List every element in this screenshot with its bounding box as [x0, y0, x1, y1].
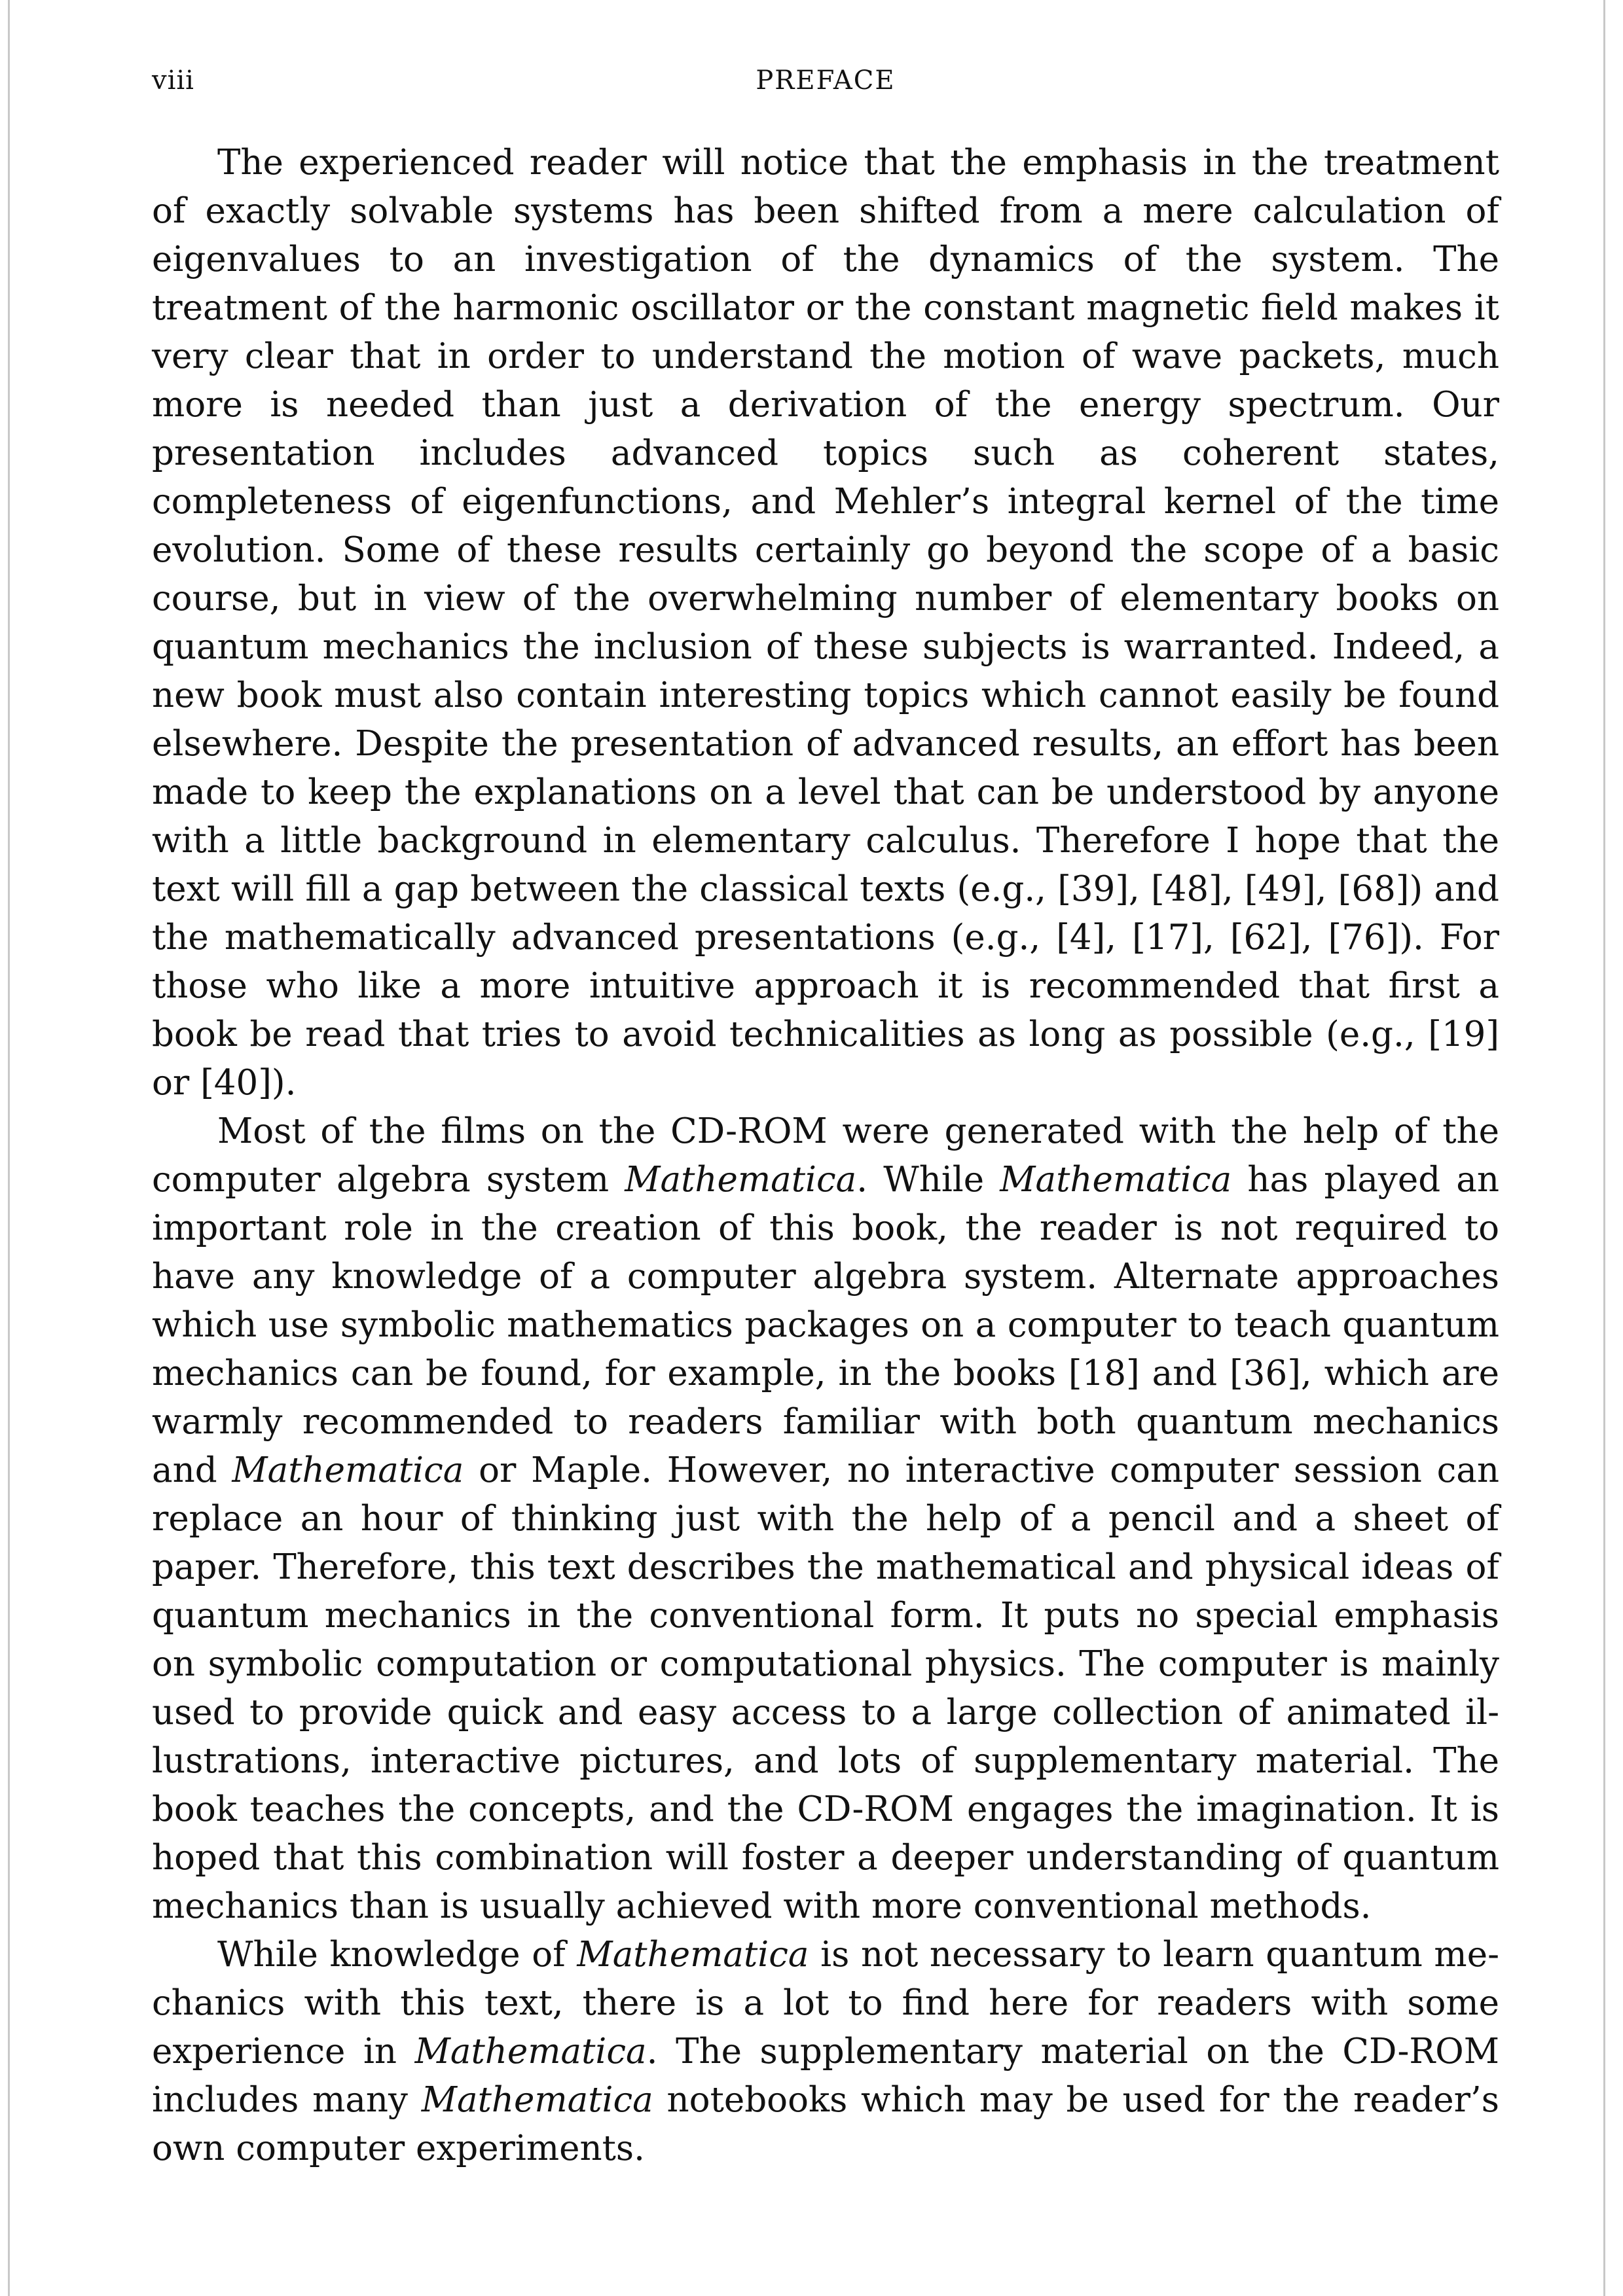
text-run: is not necessary to learn quantum mechanics with this text, there is a lot to find here for readers with some experience in: [152, 1935, 1499, 2072]
italic-term: Mathematica: [421, 2080, 653, 2120]
italic-term: Mathematica: [625, 1160, 857, 1200]
text-run: . The supplementary material on the CD-ROM includes many: [152, 2032, 1499, 2120]
italic-term: Mathematica: [1000, 1160, 1232, 1200]
text-run: or Maple. However, no interactive computer session can replace an hour of thinking just with the help of a pencil and a sheet of paper. Therefore, this text describes the mathematical and physical ideas of quantum mechanics in the conventional form. It puts no special emphasis on symbolic computation or computational physics. The computer is mainly used to provide quick and easy access to a large collection of animated illustrations, interactive pictures, and lots of supplementary material. The book teaches the concepts, and the CD-ROM engages the imagination. It is hoped that this combination will foster a deeper understanding of quantum mechanics than is usually achieved with more conventional methods.: [152, 1450, 1499, 1926]
text-run: The experienced reader will notice that the emphasis in the treatment of exactly solvable systems has been shifted from a mere calculation of eigenvalues to an investigation of the dynamics of the system. The treatment of the harmonic oscillator or the constant magnetic field makes it very clear that in order to understand the motion of wave packets, much more is needed than just a derivation of the energy spectrum. Our presentation includes advanced topics such as coherent states, completeness of eigenfunctions, and Mehler’s integral kernel of the time evolution. Some of these results certainly go beyond the scope of a basic course, but in view of the overwhelming number of elementary books on quantum mechanics the inclusion of these subjects is warranted. Indeed, a new book must also contain interesting topics which cannot easily be found elsewhere. Despite the presentation of advanced results, an effort has been made to keep the explanations on a level that can be understood by anyone with a little background in elementary calculus. Therefore I hope that the text will fill a gap between the classical texts (e.g., [39], [48], [49], [68]) and the mathematically advanced presentations (e.g., [4], [17], [62], [76]). For those who like a more intuitive approach it is recommended that first a book be read that tries to avoid technicalities as long as possible (e.g., [19] or [40]).: [152, 143, 1499, 1103]
paragraph-exactly-solvable-systems: [152, 139, 1499, 1107]
running-head: [152, 65, 1499, 105]
italic-term: Mathematica: [414, 2032, 647, 2072]
text-run: has played an important role in the creation of this book, the reader is not required to have any knowledge of a computer algebra system. Alternate approaches which use symbolic mathematics packages on a computer to teach quantum mechanics can be found, for example, in the books [18] and [36], which are warmly recommended to readers familiar with both quantum mechanics and: [152, 1160, 1500, 1490]
body-text: [152, 139, 1499, 2173]
paragraph-cd-rom-films: [152, 1107, 1499, 1931]
text-run: . While: [856, 1160, 1000, 1200]
paragraph-mathematica-knowledge: [152, 1931, 1499, 2173]
text-run: notebooks which may be used for the reader’s own computer experiments.: [152, 2080, 1499, 2168]
text-run: While knowledge of: [217, 1935, 577, 1975]
page-number: viii: [152, 65, 194, 96]
text-run: Most of the films on the CD-ROM were generated with the help of the computer algebra system: [152, 1111, 1499, 1200]
running-title: PREFACE: [756, 65, 896, 96]
italic-term: Mathematica: [232, 1450, 464, 1490]
italic-term: Mathematica: [577, 1935, 809, 1975]
